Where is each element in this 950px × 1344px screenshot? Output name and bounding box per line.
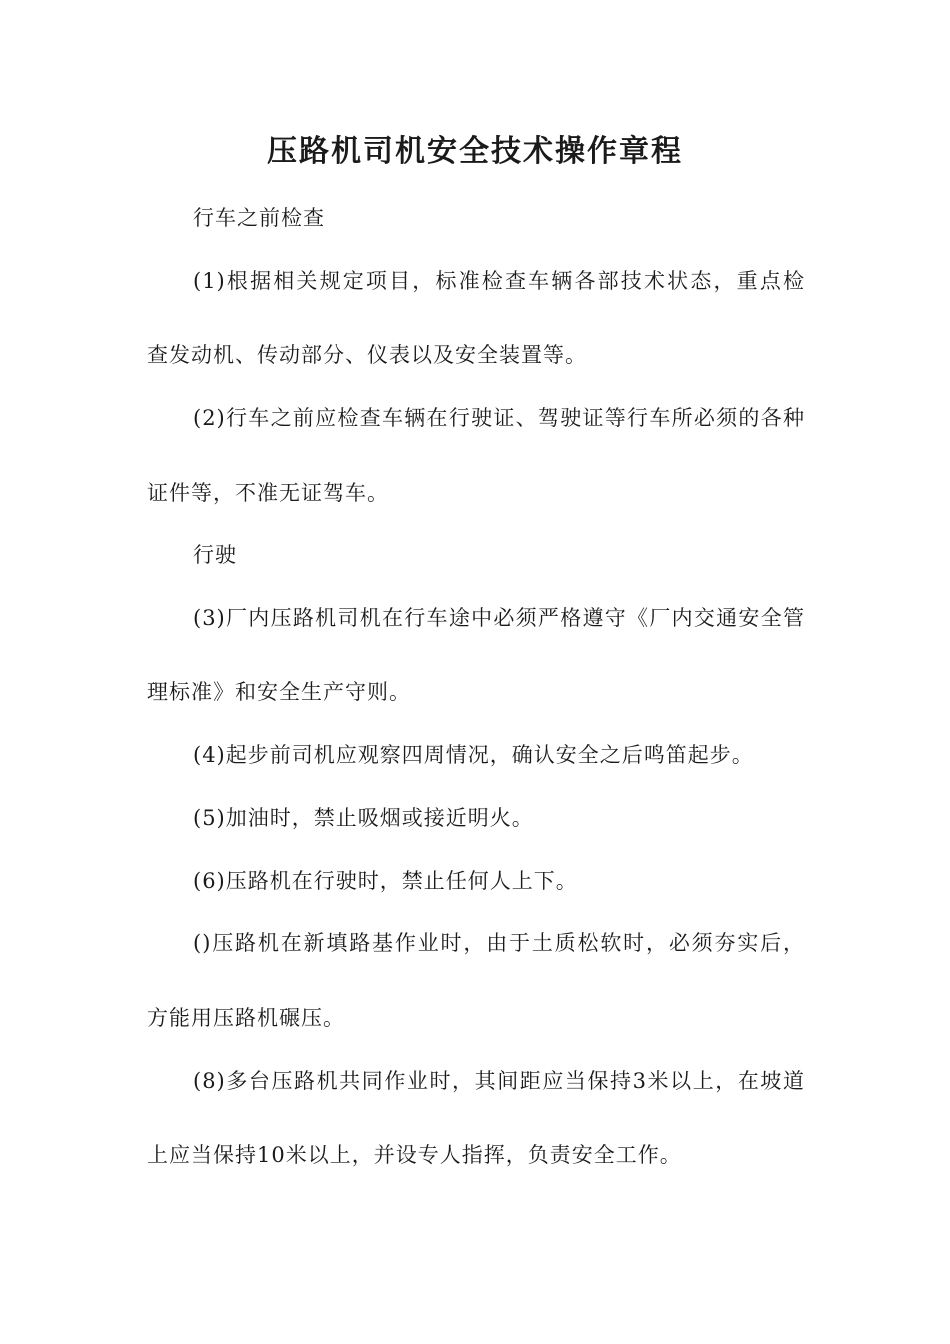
paragraph-line: 理标准》和安全生产守则。 [147,680,411,704]
paragraph-line: (8)多台压路机共同作业时，其间距应当保持3米以上，在坡道 [193,1069,805,1093]
paragraph-line: 方能用压路机碾压。 [147,1006,345,1030]
paragraph-line: ()压路机在新填路基作业时，由于土质松软时，必须夯实后， [193,931,805,955]
paragraph-line: (4)起步前司机应观察四周情况，确认安全之后鸣笛起步。 [193,743,754,767]
paragraph-line: (2)行车之前应检查车辆在行驶证、驾驶证等行车所必须的各种 [193,406,805,430]
paragraph-line: (1)根据相关规定项目，标准检查车辆各部技术状态，重点检 [193,269,805,293]
paragraph-line: 查发动机、传动部分、仪表以及安全装置等。 [147,343,587,367]
paragraph-line: (3)厂内压路机司机在行车途中必须严格遵守《厂内交通安全管 [193,606,805,630]
paragraph-line: (6)压路机在行驶时，禁止任何人上下。 [193,869,578,893]
paragraph-line: (5)加油时，禁止吸烟或接近明火。 [193,806,534,830]
paragraph-line: 上应当保持10米以上，并设专人指挥，负责安全工作。 [147,1143,682,1167]
section-heading-pre-check: 行车之前检查 [193,206,325,230]
section-heading-driving: 行驶 [193,543,237,567]
document-title: 压路机司机安全技术操作章程 [267,134,683,169]
paragraph-line: 证件等，不准无证驾车。 [147,481,389,505]
